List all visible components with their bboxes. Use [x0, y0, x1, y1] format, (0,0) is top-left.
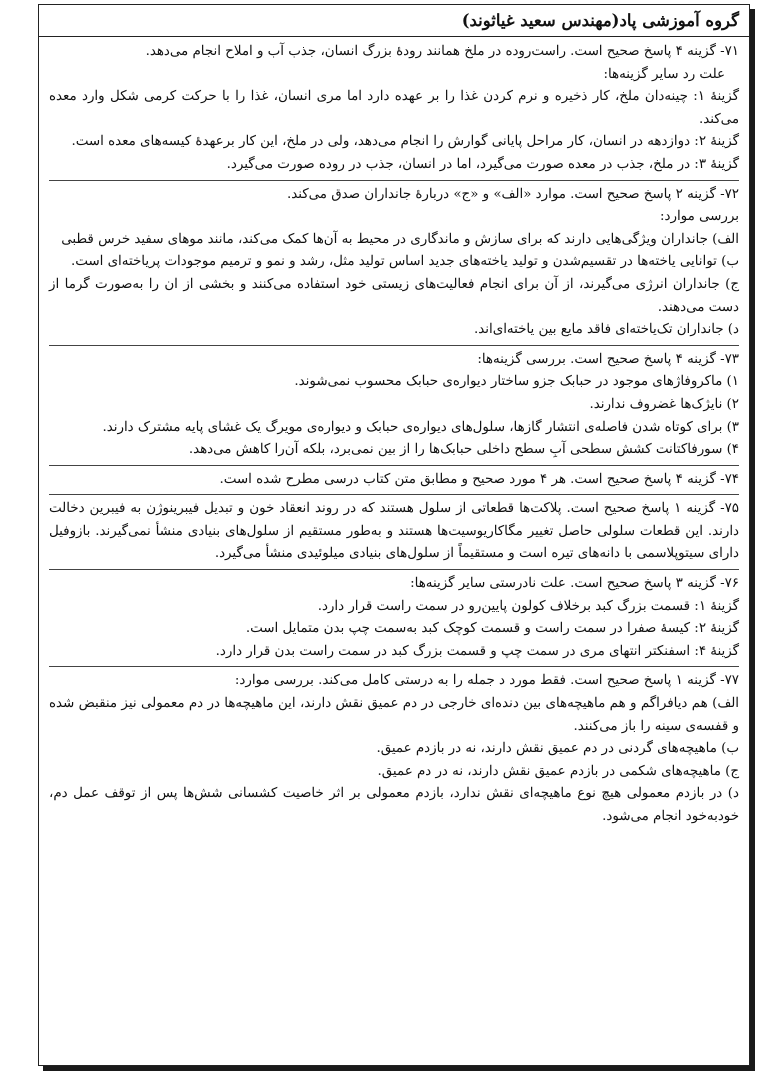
answer-77-item-b: ب) ماهیچه‌های گردنی در دم عمیق نقش دارند، نه در بازدم عمیق. [376, 741, 739, 757]
answer-75-main: ۷۵- گزینه ۱ پاسخ صحیح است. پلاکت‌ها قطعاتی از سلول هستند که در روند انعقاد خون و تبدیل فیبرینوژن به فیبرین دخالت دارند. این قطعات سلولی حاصل تغییر مگاکاریوسیت‌ها هستند و به‌طور مستقیم از سلول‌های بنیادی منشأ نمی‌گیرند. بازوفیل دارای سیتوپلاسمی با دانه‌های تیره است و مستقیماً از سلول‌های بنیادی میلوئیدی منشأ می‌گیرد. [49, 501, 739, 562]
page-header [39, 5, 749, 37]
answer-72-item-d: د) جانداران تک‌یاخته‌ای فاقد مایع بین یاخته‌ای‌اند. [473, 322, 739, 338]
answer-71 [49, 40, 739, 181]
answer-76-option-2: گزینهٔ ۲: کیسهٔ صفرا در سمت راست و قسمت کوچک کبد به‌سمت چپ بدن متمایل است. [245, 621, 739, 637]
answer-73-item-2: ۲) نایژک‌ها غضروف ندارند. [589, 396, 739, 412]
page-title: گروه آموزشی پاد(مهندس سعید غیاثوند) [461, 11, 739, 30]
answer-72-intro: بررسی موارد: [660, 209, 739, 225]
answer-71-intro: علت رد سایر گزینه‌ها: [603, 66, 725, 82]
answer-72 [49, 183, 739, 346]
answer-73 [49, 348, 739, 466]
answer-71-option-3: گزینهٔ ۳: در ملخ، جذب در معده صورت می‌گیرد، اما در انسان، جذب در روده صورت می‌گیرد. [226, 156, 739, 172]
answer-77-item-a: الف) هم دیافراگم و هم ماهیچه‌های بین دنده‌ای خارجی در دم عمیق نقش دارند، این ماهیچه‌ها در دم معمولی نیز منقبض شده و قفسه‌ی سینه را باز می‌کنند. [49, 696, 739, 734]
answer-71-option-1: گزینهٔ ۱: چینه‌دان ملخ، کار ذخیره و نرم کردن غذا را بر عهده دارد اما مری انسان، غذا را با حرکت کرمی شکل وارد معده می‌کند. [49, 89, 739, 127]
page-shadow-right [750, 9, 755, 1071]
answer-77-item-c: ج) ماهیچه‌های شکمی در بازدم عمیق نقش دارند، نه در دم عمیق. [377, 763, 739, 779]
answer-72-main: ۷۲- گزینه ۲ پاسخ صحیح است. موارد «الف» و «ج» دربارهٔ جانداران صدق می‌کند. [286, 186, 739, 202]
answer-sheet-frame [38, 4, 750, 1066]
answer-74 [49, 468, 739, 496]
answer-71-main: ۷۱- گزینه ۴ پاسخ صحیح است. راست‌روده در ملخ همانند رودهٔ بزرگ انسان، جذب آب و املاح انجام می‌دهد. [145, 44, 739, 59]
answer-77-main: ۷۷- گزینه ۱ پاسخ صحیح است. فقط مورد د جمله را به درستی کامل می‌کند. بررسی موارد: [234, 673, 739, 689]
answer-76-option-4: گزینهٔ ۴: اسفنکتر انتهای مری در سمت چپ و قسمت بزرگ کبد در سمت راست بدن قرار دارد. [215, 643, 739, 659]
answer-71-option-2: گزینهٔ ۲: دوازدهه در انسان، کار مراحل پایانی گوارش را انجام می‌دهد، ولی در ملخ، این کار برعهدهٔ کیسه‌های معده است. [71, 134, 739, 150]
answer-72-item-b: ب) توانایی یاخته‌ها در تقسیم‌شدن و تولید یاخته‌های جدید اساس تولید مثل، رشد و نمو و ترمیم موجودات پریاخته‌ای است. [70, 254, 739, 270]
answer-77-item-d: د) در بازدم معمولی هیچ نوع ماهیچه‌ای نقش ندارد، بازدم معمولی بر اثر خاصیت کشسانی شش‌ها پس از توقف عمل دم، خودبه‌خود انجام می‌شود. [49, 786, 739, 824]
answer-73-main: ۷۳- گزینه ۴ پاسخ صحیح است. بررسی گزینه‌ها: [477, 351, 739, 367]
answer-76-option-1: گزینهٔ ۱: قسمت بزرگ کبد برخلاف کولون پایین‌رو در سمت راست قرار دارد. [317, 598, 739, 614]
answer-72-item-a: الف) جانداران ویژگی‌هایی دارند که برای سازش و ماندگاری در محیط به آن‌ها کمک می‌کند، مانند موهای سفید خرس قطبی [61, 231, 739, 247]
answer-72-item-c: ج) جانداران انرژی می‌گیرند، از آن برای انجام فعالیت‌های زیستی خود استفاده می‌کنند و بخشی از ان را به‌صورت گرما از دست می‌دهند. [49, 276, 739, 315]
answer-74-main: ۷۴- گزینه ۴ پاسخ صحیح است. هر ۴ مورد صحیح و مطابق متن کتاب درسی مطرح شده است. [219, 471, 739, 487]
answer-76-main: ۷۶- گزینه ۳ پاسخ صحیح است. علت نادرستی سایر گزینه‌ها: [410, 576, 739, 592]
page-shadow-bottom [43, 1066, 755, 1071]
answer-content [39, 37, 749, 832]
answer-73-item-4: ۴) سورفاکتانت کشش سطحی آبِ سطح داخلی حبابک‌ها را از بین نمی‌برد، بلکه آن‌را کاهش می‌دهد. [188, 442, 739, 458]
answer-75 [49, 497, 739, 570]
answer-73-item-1: ۱) ماکروفاژهای موجود در حبابک جزو ساختار دیواره‌ی حبابک محسوب نمی‌شوند. [294, 374, 739, 390]
answer-76 [49, 572, 739, 667]
answer-73-item-3: ۳) برای کوتاه شدن فاصله‌ی انتشار گازها، سلول‌های دیواره‌ی حبابک و دیواره‌ی مویرگ یک غشای پایه مشترک دارند. [102, 419, 739, 435]
answer-77 [49, 669, 739, 831]
